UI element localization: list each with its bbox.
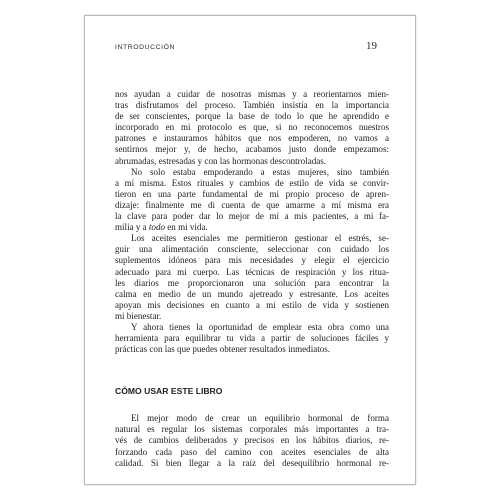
- text-line: mi bienestar.: [115, 310, 162, 321]
- text-line: Y ahora tienes la oportunidad de emplear esta obra como una: [131, 321, 389, 332]
- text-line: calma en medio de un mundo ajetreado y estresante. Los aceites: [115, 288, 389, 299]
- text-line: a mí misma. Estos rituales y cambios de estilo de vida se convir-: [115, 177, 389, 188]
- text-line: de ser conscientes, porque la base de todo lo que he aprendido e: [115, 111, 389, 122]
- text-line: patrones e instauramos hábitos que nos empoderen, no vamos a: [115, 133, 389, 144]
- text-line: milia y a todo en mi vida.: [115, 222, 208, 233]
- paragraph: [115, 89, 389, 167]
- text-line: calidad. Si bien llegar a la raíz del desequilibrio hormonal re-: [115, 457, 389, 468]
- text-line: Los aceites esenciales me permitieron gestionar el estrés, se-: [131, 233, 389, 244]
- text-line: El mejor modo de crear un equilibrio hormonal de forma: [131, 413, 389, 424]
- text-line: No solo estaba empoderando a estas mujeres, sino también: [131, 166, 389, 177]
- text-line: abrumadas, estresadas y con las hormonas descontroladas.: [115, 155, 327, 166]
- text-line: incorporado en mi protocolo es que, si no reconocemos nuestros: [115, 122, 389, 133]
- page-number: 19: [366, 40, 377, 52]
- section-heading: CÓMO USAR ESTE LIBRO: [115, 386, 223, 397]
- book-page: [84, 15, 416, 485]
- running-head: INTRODUCCIÓN: [115, 44, 176, 51]
- text-line: la clave para poder dar lo mejor de mí a mis pacientes, a mi fa-: [115, 211, 389, 222]
- text-line: dizaje: finalmente me di cuenta de que amarme a mí misma era: [115, 199, 389, 210]
- text-line: forzando cada paso del camino con aceites esenciales de alta: [115, 446, 389, 457]
- text-line: suplementos idóneos para mis necesidades y elegir el ejercicio: [115, 255, 389, 266]
- paragraph: [115, 322, 389, 355]
- section-text: [115, 413, 389, 468]
- intro-text: [115, 89, 389, 355]
- text-line: vés de cambios deliberados y precisos en los hábitos diarios, re-: [115, 435, 389, 446]
- text-line: guir una alimentación consciente, seleccionar con cuidado los: [115, 244, 389, 255]
- text-line: tras disfrutamos del proceso. También insistía en la importancia: [115, 100, 389, 111]
- text-line: sentirnos mejor y, de hecho, acabamos justo donde empezamos:: [115, 144, 389, 155]
- text-line: adecuado para mi cuerpo. Las técnicas de respiración y los ritua-: [115, 266, 389, 277]
- text-line: herramienta para equilibrar tu vida a partir de soluciones fáciles y: [115, 333, 389, 344]
- paragraph: [115, 167, 389, 234]
- text-line: tieron en una parte fundamental de mi propio proceso de apren-: [115, 188, 389, 199]
- paragraph: [115, 233, 389, 322]
- paragraph: [115, 413, 389, 468]
- page-body: [115, 89, 389, 469]
- text-line: nos ayudan a cuidar de nosotras mismas y a reorientarnos mien-: [115, 89, 389, 99]
- text-line: prácticas con las que puedes obtener resultados inmediatos.: [115, 344, 331, 355]
- text-line: les diarios me proporcionaron una solución para encontrar la: [115, 277, 389, 288]
- text-line: natural es regular los sistemas corporales más importantes a tra-: [115, 424, 389, 435]
- text-line: apoyan mis decisiones en cuanto a mi estilo de vida y sostienen: [115, 299, 389, 310]
- emphasis: todo: [148, 222, 166, 233]
